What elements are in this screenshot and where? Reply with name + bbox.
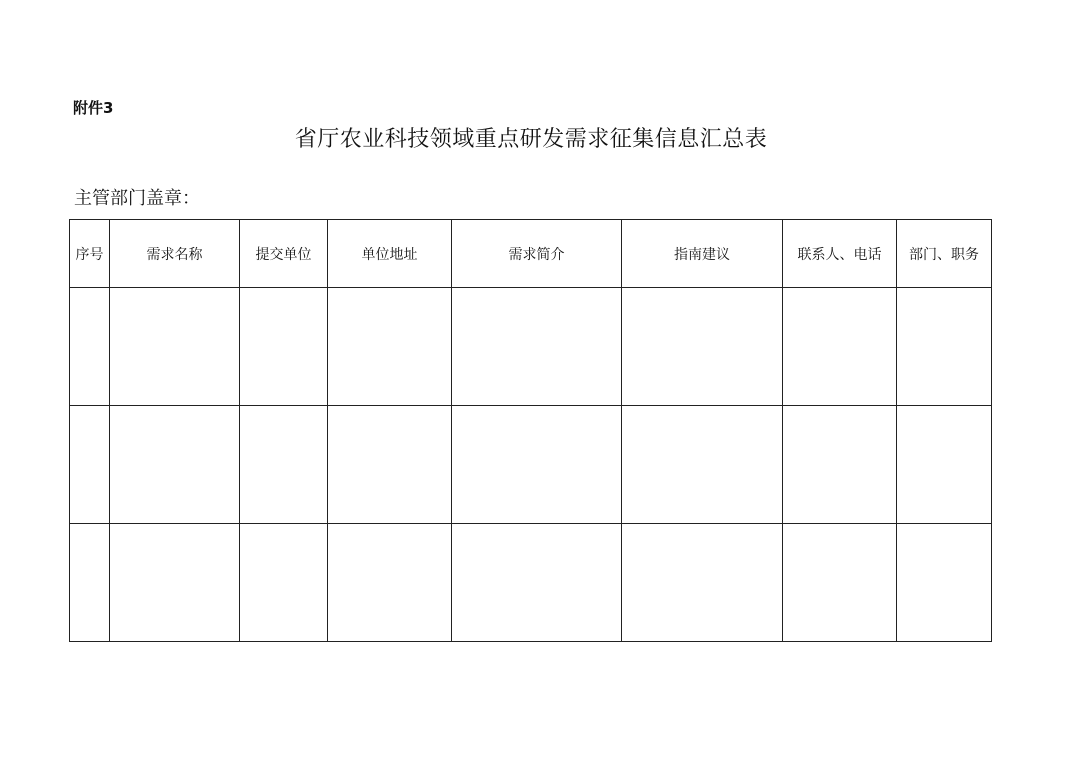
table-cell[interactable] xyxy=(783,288,897,406)
table-row xyxy=(70,406,992,524)
attachment-label: 附件3 xyxy=(73,99,114,117)
table-cell[interactable] xyxy=(240,288,328,406)
table-cell[interactable] xyxy=(622,524,783,642)
department-seal-label: 主管部门盖章： xyxy=(74,188,200,209)
table-cell[interactable] xyxy=(70,406,110,524)
header-guideline-suggestion: 指南建议 xyxy=(622,220,783,288)
table-cell[interactable] xyxy=(328,524,452,642)
table-row xyxy=(70,524,992,642)
table-row xyxy=(70,288,992,406)
header-contact-phone: 联系人、电话 xyxy=(783,220,897,288)
table-cell[interactable] xyxy=(110,524,240,642)
table-cell[interactable] xyxy=(70,288,110,406)
table-cell[interactable] xyxy=(897,288,992,406)
header-submitting-unit: 提交单位 xyxy=(240,220,328,288)
table-cell[interactable] xyxy=(70,524,110,642)
table-cell[interactable] xyxy=(110,406,240,524)
table-cell[interactable] xyxy=(452,524,622,642)
table-cell[interactable] xyxy=(452,406,622,524)
table-cell[interactable] xyxy=(240,406,328,524)
table-header-row xyxy=(70,220,992,288)
table-cell[interactable] xyxy=(240,524,328,642)
header-department-position: 部门、职务 xyxy=(897,220,992,288)
document-title: 省厅农业科技领域重点研发需求征集信息汇总表 xyxy=(294,127,768,152)
table-cell[interactable] xyxy=(328,288,452,406)
table-cell[interactable] xyxy=(897,406,992,524)
table-cell[interactable] xyxy=(622,406,783,524)
table-cell[interactable] xyxy=(622,288,783,406)
header-requirement-summary: 需求简介 xyxy=(452,220,622,288)
table-cell[interactable] xyxy=(783,524,897,642)
summary-table xyxy=(69,219,992,642)
table-cell[interactable] xyxy=(897,524,992,642)
table-cell[interactable] xyxy=(328,406,452,524)
table-cell[interactable] xyxy=(452,288,622,406)
header-requirement-name: 需求名称 xyxy=(110,220,240,288)
header-unit-address: 单位地址 xyxy=(328,220,452,288)
header-serial-number: 序号 xyxy=(70,220,110,288)
table-cell[interactable] xyxy=(783,406,897,524)
table-cell[interactable] xyxy=(110,288,240,406)
